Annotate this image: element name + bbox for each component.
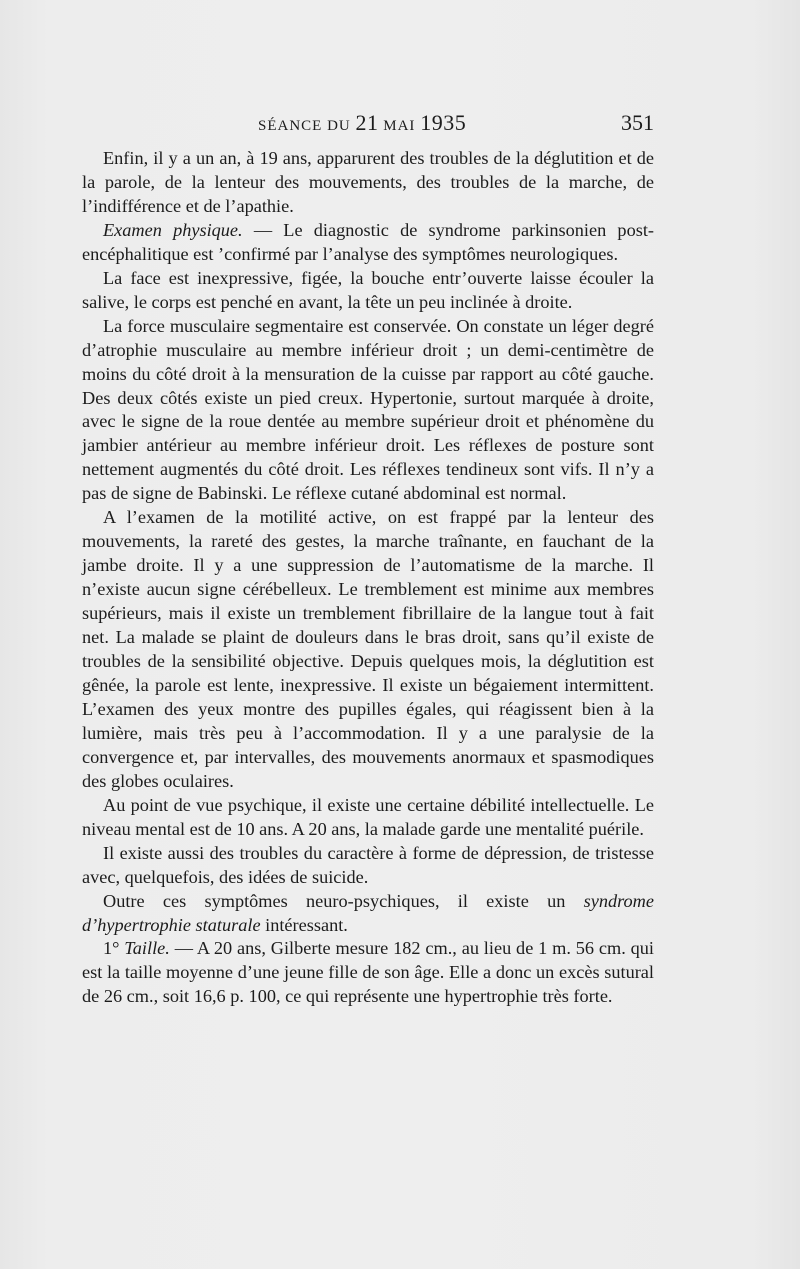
paragraph <box>82 794 654 842</box>
paragraph <box>82 219 654 267</box>
text-run: La face est inexpressive, figée, la bouche entr’ouverte laisse écouler la salive, le corps est penché en avant, la tête un peu inclinée à droite. <box>82 267 654 312</box>
page-header <box>82 110 654 138</box>
text-run: Outre ces symptômes neuro-psychiques, il existe un <box>103 890 584 911</box>
paragraph <box>82 147 654 219</box>
italic-run: syndrome d’hypertrophie staturale <box>82 890 654 935</box>
text-run: intéressant. <box>260 914 348 935</box>
paragraph <box>82 267 654 315</box>
italic-run: Taille. <box>124 938 170 959</box>
running-title-month: MAI <box>378 118 421 134</box>
text-run: 1° <box>103 938 125 959</box>
text-run: Au point de vue psychique, il existe une certaine débilité intellectuelle. Le niveau mental est de 10 ans. A 20 ans, la malade garde une mentalité puérile. <box>82 794 654 839</box>
text-run: A l’examen de la motilité active, on est frappé par la lenteur des mouvements, la rareté des gestes, la marche traînante, en fauchant de la jambe droite. Il y a une suppression de l’automatisme de la marche. Il n’existe aucun signe cérébelleux. Le tremblement est minime aux membres supérieurs, mais il existe un tremblement fibrillaire de la langue tout à fait net. La malade se plaint de douleurs dans le bras droit, sans qu’il existe de troubles de la sensibilité objective. Depuis quelques mois, la déglutition est gênée, la parole est lente, inexpressive. Il existe un bégaiement intermittent. L’examen des yeux montre des pupilles égales, qui réagissent bien à la lumière, mais très peu à l’accommodation. Il y a une paralysie de la convergence et, par intervalles, des mouvements anormaux et spasmodiques des globes oculaires. <box>82 507 654 791</box>
paragraph <box>82 315 654 507</box>
text-run: — Le diagnostic de syndrome parkinsonien post-encéphalitique est ’confirmé par l’analyse des symptômes neurologiques. <box>82 219 654 264</box>
text-run: Enfin, il y a un an, à 19 ans, apparurent des troubles de la déglutition et de la parole, de la lenteur des mouvements, des troubles de la marche, de l’indifférence et de l’apathie. <box>82 148 654 216</box>
body-text <box>82 147 654 1009</box>
running-title-session: SÉANCE DU <box>258 118 356 134</box>
page-number: 351 <box>621 110 654 135</box>
running-title-year: 1935 <box>420 110 467 135</box>
paragraph <box>82 890 654 938</box>
running-title-day: 21 <box>355 110 379 135</box>
text-run: Il existe aussi des troubles du caractère à forme de dépression, de tristesse avec, quelquefois, des idées de suicide. <box>82 842 654 887</box>
italic-run: Examen physique. <box>103 219 243 240</box>
running-title <box>258 110 466 136</box>
paragraph <box>82 937 654 1009</box>
text-run: La force musculaire segmentaire est conservée. On constate un léger degré d’atrophie musculaire au membre inférieur droit ; un demi-centimètre de moins du côté droit à la mensuration de la cuisse par rapport au côté gauche. Des deux côtés existe un pied creux. Hypertonie, surtout marquée à droite, avec le signe de la roue dentée au membre supérieur droit et phénomène du jambier antérieur au membre inférieur droit. Les réflexes de posture sont nettement augmentés du côté droit. Les réflexes tendineux sont vifs. Il n’y a pas de signe de Babinski. Le réflexe cutané abdominal est normal. <box>82 315 654 504</box>
paragraph <box>82 842 654 890</box>
text-run: — A 20 ans, Gilberte mesure 182 cm., au lieu de 1 m. 56 cm. qui est la taille moyenne d’une jeune fille de son âge. Elle a donc un excès sutural de 26 cm., soit 16,6 p. 100, ce qui représente une hypertrophie très forte. <box>82 938 654 1007</box>
paragraph <box>82 506 654 793</box>
